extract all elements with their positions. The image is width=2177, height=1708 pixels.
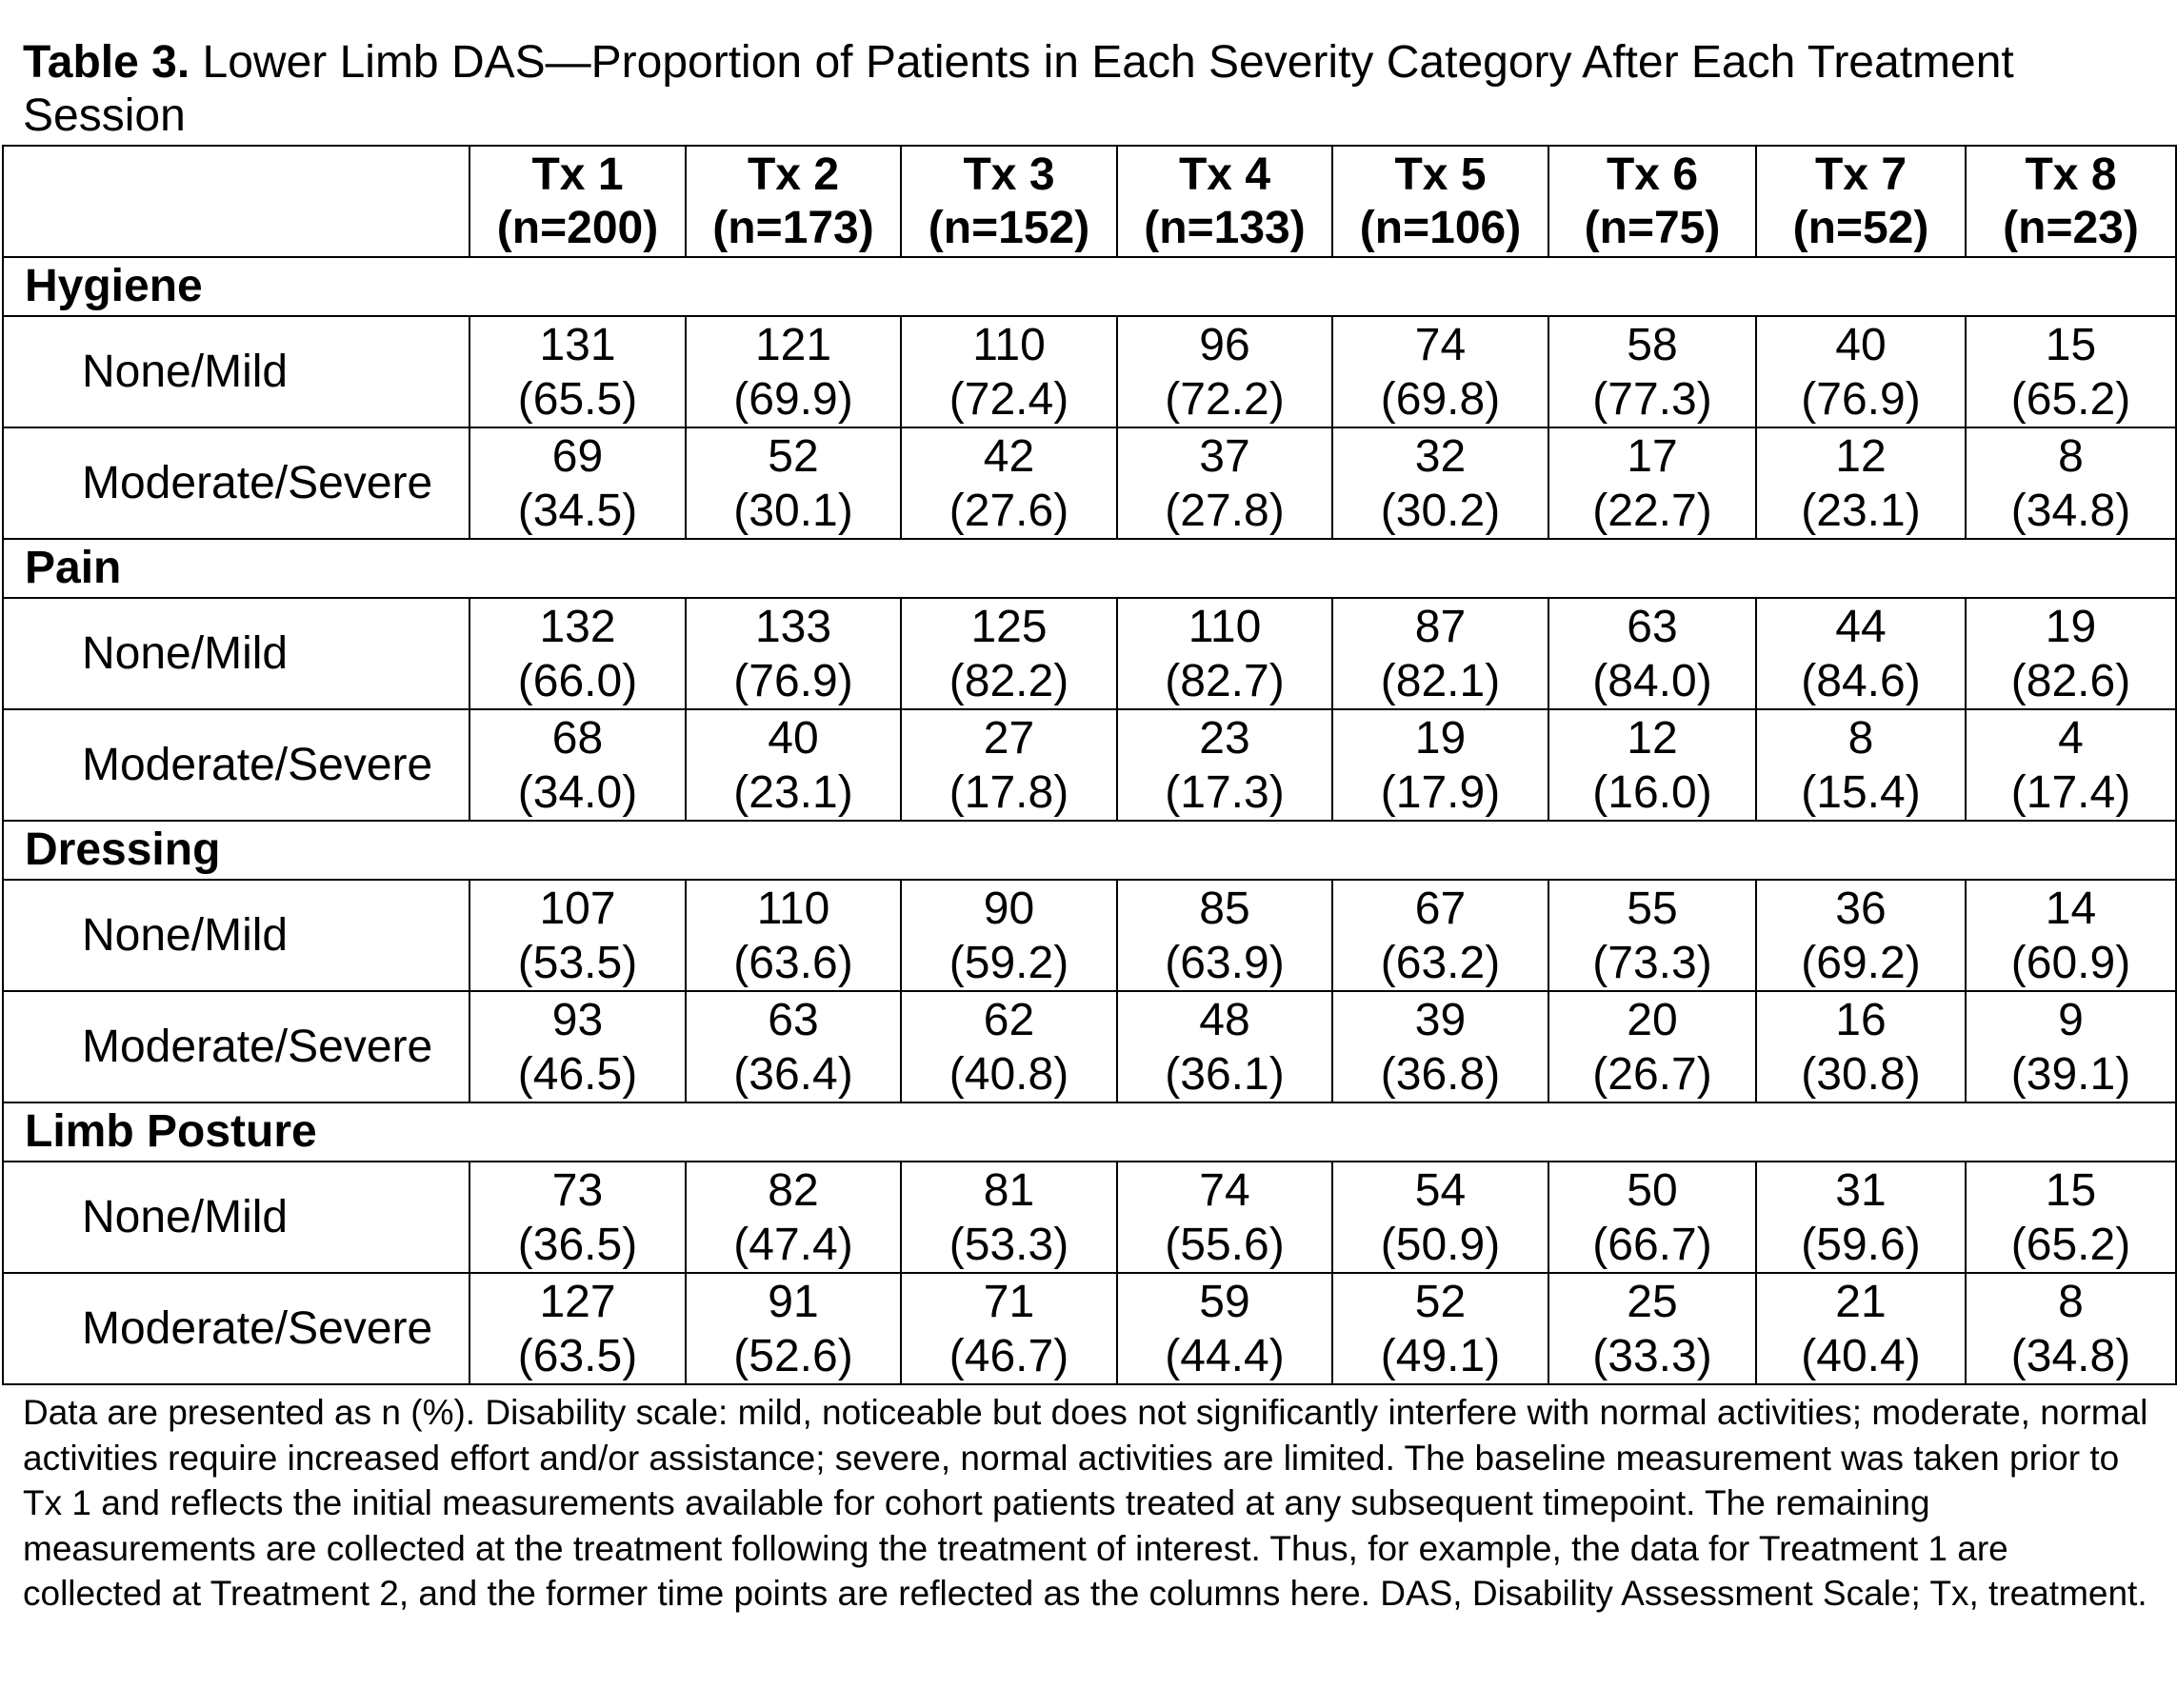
- table-cell: [1117, 316, 1332, 427]
- category-row: [3, 821, 2176, 880]
- table-cell: [469, 709, 686, 821]
- table-cell: [901, 598, 1117, 709]
- column-header-n: (n=152): [928, 202, 1090, 253]
- cell-percent: (50.9): [1380, 1219, 1501, 1270]
- cell-percent: (30.8): [1801, 1048, 1921, 1100]
- table-cell: [1548, 427, 1756, 539]
- cell-percent: (82.1): [1380, 655, 1501, 706]
- cell-count: 91: [768, 1276, 819, 1327]
- cell-count: 87: [1414, 601, 1467, 652]
- cell-count: 40: [1835, 319, 1887, 370]
- data-table: [2, 145, 2177, 1385]
- header-empty-cell: [3, 146, 469, 257]
- cell-count: 55: [1627, 883, 1678, 934]
- row-label: None/Mild: [3, 316, 469, 427]
- cell-percent: (30.2): [1380, 485, 1501, 536]
- cell-count: 74: [1199, 1164, 1250, 1216]
- cell-percent: (36.5): [517, 1219, 638, 1270]
- table-cell: [1966, 991, 2176, 1102]
- cell-percent: (34.8): [2010, 1330, 2131, 1381]
- cell-percent: (30.1): [733, 485, 853, 536]
- table-cell: [901, 316, 1117, 427]
- table-cell: [1332, 991, 1548, 1102]
- cell-count: 12: [1627, 712, 1678, 764]
- table-cell: [686, 991, 901, 1102]
- column-header-tx: Tx 2: [747, 149, 840, 200]
- cell-count: 15: [2045, 1164, 2097, 1216]
- cell-percent: (40.4): [1801, 1330, 1921, 1381]
- cell-count: 21: [1835, 1276, 1887, 1327]
- table-cell: [1117, 598, 1332, 709]
- cell-percent: (63.9): [1165, 937, 1285, 988]
- table-cell: [901, 991, 1117, 1102]
- column-header: [1966, 146, 2176, 257]
- cell-count: 107: [539, 883, 616, 934]
- table-cell: [901, 1273, 1117, 1384]
- cell-percent: (53.5): [517, 937, 638, 988]
- column-header-n: (n=173): [712, 202, 874, 253]
- column-header-tx: Tx 1: [531, 149, 624, 200]
- table-cell: [469, 316, 686, 427]
- category-row: [3, 257, 2176, 316]
- cell-count: 127: [539, 1276, 616, 1327]
- cell-percent: (34.5): [517, 485, 638, 536]
- table-cell: [901, 427, 1117, 539]
- cell-percent: (26.7): [1592, 1048, 1712, 1100]
- cell-count: 121: [754, 319, 832, 370]
- table-row: [3, 316, 2176, 427]
- table-cell: [686, 1273, 901, 1384]
- cell-count: 14: [2045, 883, 2097, 934]
- table-cell: [469, 427, 686, 539]
- category-row: [3, 539, 2176, 598]
- cell-percent: (69.2): [1801, 937, 1921, 988]
- column-header: [1117, 146, 1332, 257]
- table-cell: [686, 709, 901, 821]
- cell-percent: (69.8): [1380, 373, 1501, 425]
- cell-percent: (49.1): [1380, 1330, 1501, 1381]
- table-cell: [1756, 1273, 1966, 1384]
- cell-count: 74: [1414, 319, 1467, 370]
- table-cell: [1966, 1162, 2176, 1273]
- cell-percent: (63.2): [1380, 937, 1501, 988]
- cell-percent: (46.7): [949, 1330, 1069, 1381]
- cell-count: 9: [2058, 994, 2084, 1045]
- cell-count: 110: [1188, 601, 1262, 652]
- table-row: [3, 991, 2176, 1102]
- cell-percent: (23.1): [1801, 485, 1921, 536]
- cell-percent: (44.4): [1165, 1330, 1285, 1381]
- column-header-tx: Tx 7: [1814, 149, 1907, 200]
- column-header-n: (n=200): [496, 202, 659, 253]
- table-cell: [1548, 316, 1756, 427]
- table-cell: [1966, 316, 2176, 427]
- cell-percent: (23.1): [733, 766, 853, 818]
- column-header-tx: Tx 3: [963, 149, 1055, 200]
- column-header-tx: Tx 6: [1606, 149, 1699, 200]
- table-cell: [901, 709, 1117, 821]
- category-label: Dressing: [3, 821, 2176, 880]
- cell-count: 15: [2045, 319, 2097, 370]
- table-cell: [1332, 598, 1548, 709]
- table-title: [23, 36, 2156, 143]
- table-cell: [1332, 880, 1548, 991]
- category-label: Hygiene: [3, 257, 2176, 316]
- table-cell: [1117, 1273, 1332, 1384]
- table-cell: [686, 598, 901, 709]
- cell-count: 63: [768, 994, 819, 1045]
- cell-percent: (76.9): [733, 655, 853, 706]
- row-label: Moderate/Severe: [3, 709, 469, 821]
- table-cell: [469, 1162, 686, 1273]
- cell-percent: (82.2): [949, 655, 1069, 706]
- table-title-text: Lower Limb DAS—Proportion of Patients in Each Severity Category After Each Treatment Session: [23, 37, 2014, 141]
- table-cell: [1117, 427, 1332, 539]
- cell-percent: (17.9): [1380, 766, 1501, 818]
- cell-percent: (16.0): [1592, 766, 1712, 818]
- table-cell: [1548, 991, 1756, 1102]
- cell-count: 96: [1199, 319, 1250, 370]
- table-cell: [686, 427, 901, 539]
- cell-count: 73: [551, 1164, 604, 1216]
- cell-count: 54: [1414, 1164, 1467, 1216]
- header-row: [3, 146, 2176, 257]
- column-header-tx: Tx 4: [1178, 149, 1271, 200]
- cell-count: 8: [1847, 712, 1874, 764]
- cell-percent: (59.2): [949, 937, 1069, 988]
- table-title-label: Table 3.: [23, 37, 190, 88]
- cell-count: 23: [1199, 712, 1250, 764]
- cell-percent: (60.9): [2010, 937, 2131, 988]
- cell-percent: (22.7): [1592, 485, 1712, 536]
- column-header-n: (n=23): [2003, 202, 2139, 253]
- cell-percent: (82.7): [1165, 655, 1285, 706]
- cell-percent: (65.5): [517, 373, 638, 425]
- cell-count: 42: [983, 430, 1035, 482]
- cell-count: 81: [983, 1164, 1035, 1216]
- category-label: Limb Posture: [3, 1102, 2176, 1162]
- cell-count: 20: [1627, 994, 1678, 1045]
- table-cell: [1756, 880, 1966, 991]
- cell-percent: (33.3): [1592, 1330, 1712, 1381]
- cell-percent: (40.8): [949, 1048, 1069, 1100]
- table-row: [3, 1273, 2176, 1384]
- table-cell: [1548, 709, 1756, 821]
- cell-count: 32: [1414, 430, 1467, 482]
- cell-count: 63: [1627, 601, 1678, 652]
- cell-count: 85: [1199, 883, 1250, 934]
- cell-percent: (36.8): [1380, 1048, 1501, 1100]
- column-header-n: (n=75): [1584, 202, 1721, 253]
- table-row: [3, 427, 2176, 539]
- cell-count: 71: [983, 1276, 1035, 1327]
- column-header: [1332, 146, 1548, 257]
- table-body: [3, 257, 2176, 1384]
- table-cell: [1548, 1162, 1756, 1273]
- cell-percent: (65.2): [2010, 373, 2131, 425]
- table-cell: [686, 1162, 901, 1273]
- cell-count: 31: [1835, 1164, 1887, 1216]
- table-cell: [469, 880, 686, 991]
- column-header: [1548, 146, 1756, 257]
- column-header-tx: Tx 5: [1394, 149, 1487, 200]
- cell-percent: (34.0): [517, 766, 638, 818]
- table-cell: [1332, 1273, 1548, 1384]
- table-cell: [469, 991, 686, 1102]
- table-cell: [1756, 1162, 1966, 1273]
- row-label: None/Mild: [3, 880, 469, 991]
- cell-count: 4: [2058, 712, 2084, 764]
- cell-percent: (53.3): [949, 1219, 1069, 1270]
- table-cell: [686, 316, 901, 427]
- column-header: [469, 146, 686, 257]
- cell-percent: (63.5): [517, 1330, 638, 1381]
- cell-count: 93: [551, 994, 604, 1045]
- table-cell: [1117, 1162, 1332, 1273]
- cell-percent: (72.4): [949, 373, 1069, 425]
- table-cell: [1966, 880, 2176, 991]
- cell-count: 59: [1199, 1276, 1250, 1327]
- cell-count: 69: [551, 430, 604, 482]
- cell-count: 110: [972, 319, 1046, 370]
- table-cell: [1332, 709, 1548, 821]
- table-cell: [469, 1273, 686, 1384]
- cell-count: 17: [1627, 430, 1678, 482]
- cell-percent: (36.4): [733, 1048, 853, 1100]
- cell-percent: (52.6): [733, 1330, 853, 1381]
- cell-percent: (36.1): [1165, 1048, 1285, 1100]
- table-cell: [1117, 880, 1332, 991]
- table-cell: [686, 880, 901, 991]
- table-cell: [1966, 709, 2176, 821]
- cell-percent: (27.6): [949, 485, 1069, 536]
- row-label: None/Mild: [3, 598, 469, 709]
- table-cell: [469, 598, 686, 709]
- table-cell: [1756, 709, 1966, 821]
- cell-percent: (15.4): [1801, 766, 1921, 818]
- cell-count: 62: [983, 994, 1035, 1045]
- cell-percent: (63.6): [733, 937, 853, 988]
- cell-count: 133: [754, 601, 832, 652]
- table-cell: [1966, 598, 2176, 709]
- cell-count: 19: [1414, 712, 1467, 764]
- cell-count: 8: [2058, 430, 2084, 482]
- cell-percent: (84.6): [1801, 655, 1921, 706]
- cell-percent: (72.2): [1165, 373, 1285, 425]
- cell-percent: (84.0): [1592, 655, 1712, 706]
- cell-count: 110: [756, 883, 830, 934]
- column-header-n: (n=52): [1792, 202, 1929, 253]
- table-cell: [1756, 316, 1966, 427]
- cell-count: 40: [768, 712, 819, 764]
- cell-percent: (69.9): [733, 373, 853, 425]
- cell-count: 50: [1627, 1164, 1678, 1216]
- cell-count: 68: [551, 712, 604, 764]
- table-cell: [1548, 880, 1756, 991]
- column-header-tx: Tx 8: [2025, 149, 2117, 200]
- table-cell: [1332, 1162, 1548, 1273]
- table-cell: [1548, 598, 1756, 709]
- cell-percent: (39.1): [2010, 1048, 2131, 1100]
- cell-count: 132: [539, 601, 616, 652]
- cell-count: 52: [1414, 1276, 1467, 1327]
- column-header: [1756, 146, 1966, 257]
- cell-percent: (17.8): [949, 766, 1069, 818]
- cell-count: 19: [2045, 601, 2097, 652]
- cell-count: 125: [970, 601, 1048, 652]
- table-cell: [1756, 991, 1966, 1102]
- table-row: [3, 598, 2176, 709]
- cell-percent: (77.3): [1592, 373, 1712, 425]
- row-label: Moderate/Severe: [3, 1273, 469, 1384]
- cell-percent: (73.3): [1592, 937, 1712, 988]
- column-header: [686, 146, 901, 257]
- cell-percent: (65.2): [2010, 1219, 2131, 1270]
- row-label: Moderate/Severe: [3, 991, 469, 1102]
- cell-count: 52: [768, 430, 819, 482]
- column-header-n: (n=106): [1359, 202, 1522, 253]
- cell-count: 82: [768, 1164, 819, 1216]
- footnote: Data are presented as n (%). Disability scale: mild, noticeable but does not significantly interfere with normal activities; moderate, normal activities require increased effort and/or assistance; severe, normal activities are limited. The baseline measurement was taken prior to Tx 1 and reflects the initial measurements available for cohort patients treated at any subsequent timepoint. The remaining measurements are collected at the treatment following the treatment of interest. Thus, for example, the data for Treatment 1 are collected at Treatment 2, and the former time points are reflected as the columns here. DAS, Disability Assessment Scale; Tx, treatment.: [23, 1393, 2148, 1613]
- cell-percent: (17.3): [1165, 766, 1285, 818]
- cell-percent: (59.6): [1801, 1219, 1921, 1270]
- cell-count: 36: [1835, 883, 1887, 934]
- cell-count: 58: [1627, 319, 1678, 370]
- cell-percent: (27.8): [1165, 485, 1285, 536]
- cell-count: 131: [539, 319, 616, 370]
- table-cell: [1332, 316, 1548, 427]
- table-cell: [1756, 427, 1966, 539]
- table-cell: [901, 1162, 1117, 1273]
- table-cell: [1117, 991, 1332, 1102]
- cell-percent: (66.7): [1592, 1219, 1712, 1270]
- column-header: [901, 146, 1117, 257]
- cell-count: 8: [2058, 1276, 2084, 1327]
- row-label: Moderate/Severe: [3, 427, 469, 539]
- table-cell: [901, 880, 1117, 991]
- cell-count: 16: [1835, 994, 1887, 1045]
- cell-percent: (82.6): [2010, 655, 2131, 706]
- table-cell: [1966, 1273, 2176, 1384]
- cell-count: 44: [1835, 601, 1887, 652]
- table-cell: [1966, 427, 2176, 539]
- table-cell: [1117, 709, 1332, 821]
- cell-percent: (66.0): [517, 655, 638, 706]
- cell-count: 12: [1835, 430, 1887, 482]
- category-row: [3, 1102, 2176, 1162]
- cell-percent: (55.6): [1165, 1219, 1285, 1270]
- cell-percent: (17.4): [2010, 766, 2131, 818]
- category-label: Pain: [3, 539, 2176, 598]
- cell-percent: (76.9): [1801, 373, 1921, 425]
- cell-count: 37: [1199, 430, 1250, 482]
- cell-count: 67: [1414, 883, 1467, 934]
- table-row: [3, 709, 2176, 821]
- cell-count: 48: [1199, 994, 1250, 1045]
- cell-percent: (46.5): [517, 1048, 638, 1100]
- cell-count: 27: [983, 712, 1035, 764]
- column-header-n: (n=133): [1144, 202, 1306, 253]
- table-cell: [1756, 598, 1966, 709]
- row-label: None/Mild: [3, 1162, 469, 1273]
- cell-count: 25: [1627, 1276, 1678, 1327]
- table-row: [3, 1162, 2176, 1273]
- cell-count: 90: [983, 883, 1035, 934]
- table-cell: [1548, 1273, 1756, 1384]
- cell-count: 39: [1414, 994, 1467, 1045]
- cell-percent: (47.4): [733, 1219, 853, 1270]
- cell-percent: (34.8): [2010, 485, 2131, 536]
- table-cell: [1332, 427, 1548, 539]
- table-row: [3, 880, 2176, 991]
